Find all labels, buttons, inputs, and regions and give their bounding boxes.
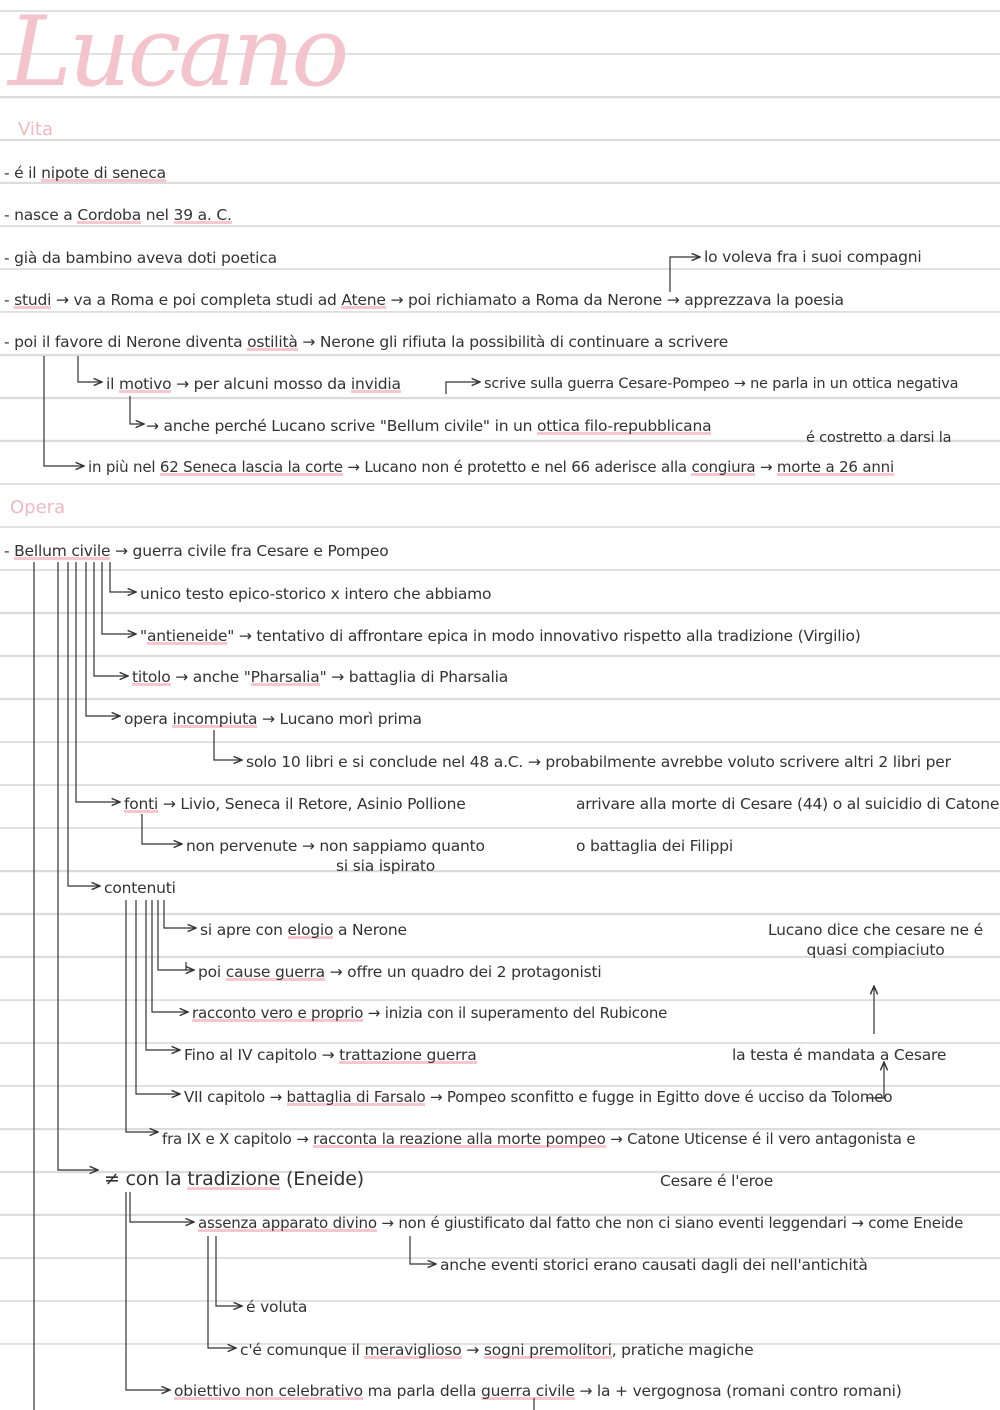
vita-inpiu: in più nel 62 Seneca lascia la corte → Lucano non é protetto e nel 66 aderisce alla congiura → morte a 26 anni — [88, 458, 894, 476]
opera-cesare-eroe: Cesare é l'eroe — [660, 1172, 774, 1190]
vita-nipote: - é il nipote di seneca — [4, 164, 166, 182]
tree-fonti — [76, 562, 120, 802]
opera-racconto: racconto vero e proprio → inizia con il superamento del Rubicone — [192, 1004, 668, 1022]
arrow-tolomeo-testa — [866, 1062, 884, 1098]
tree-incompiuta — [86, 562, 120, 716]
opera-unico: unico testo epico-storico x intero che abbiamo — [140, 585, 492, 603]
opera-vii: VII capitolo → battaglia di Farsalo → Pompeo sconfitto e fugge in Egitto dove é ucciso da Tolomeo — [184, 1088, 893, 1106]
vita-nasce: - nasce a Cordoba nel 39 a. C. — [4, 206, 232, 224]
tree-elogio — [164, 900, 196, 928]
arrow-anche-eventi — [410, 1236, 436, 1264]
opera-contenuti: contenuti — [104, 879, 176, 897]
arrow-solo10 — [214, 730, 242, 760]
section-opera: Opera — [10, 497, 66, 518]
vita-motivo: il motivo → per alcuni mosso da invidia — [106, 375, 401, 393]
tree-antieneide — [102, 562, 136, 634]
tree-voluta — [216, 1236, 242, 1306]
vita-compagni: lo voleva fra i suoi compagni — [704, 248, 922, 266]
tree-titolo — [94, 562, 128, 676]
tree-contenuti — [68, 562, 100, 886]
opera-voluta: é voluta — [246, 1298, 308, 1316]
opera-tradizione: ≠ con la tradizione (Eneide) — [104, 1168, 364, 1190]
opera-incompiuta: opera incompiuta → Lucano morì prima — [124, 710, 422, 728]
opera-testa: la testa é mandata a Cesare — [732, 1046, 947, 1064]
opera-filippi: o battaglia dei Filippi — [576, 837, 733, 855]
vita-bambino: - già da bambino aveva doti poetica — [4, 249, 277, 267]
opera-ix: fra IX e X capitolo → racconta la reazione alla morte pompeo → Catone Uticense é il vero antagonista e — [162, 1130, 916, 1148]
arrow-scrive — [446, 382, 480, 394]
arrow-motivo — [78, 356, 102, 382]
vita-studi: - studi → va a Roma e poi completa studi ad Atene → poi richiamato a Roma da Nerone → apprezzava la poesia — [4, 291, 844, 309]
vita-costretto: é costretto a darsi la — [806, 430, 952, 446]
opera-bellum: - Bellum civile → guerra civile fra Cesare e Pompeo — [4, 542, 389, 560]
opera-solo10: solo 10 libri e si conclude nel 48 a.C. → probabilmente avrebbe voluto scrivere altri 2 libri per — [246, 753, 951, 771]
vita-scrive-guerra: scrive sulla guerra Cesare-Pompeo → ne parla in un ottica negativa — [484, 376, 959, 392]
opera-morte-cesare: arrivare alla morte di Cesare (44) o al suicidio di Catone — [576, 795, 1000, 813]
opera-non-pervenute: non pervenute → non sappiamo quanto — [186, 837, 485, 855]
opera-meraviglioso: c'é comunque il meraviglioso → sogni premolitori, pratiche magiche — [240, 1341, 754, 1359]
arrow-non-pervenute — [142, 814, 182, 844]
vita-favore: - poi il favore di Nerone diventa ostilità → Nerone gli rifiuta la possibilità di continuare a scrivere — [4, 333, 729, 351]
page-title: Lucano — [8, 0, 347, 108]
opera-lucano-dice: Lucano dice che cesare ne é quasi compiaciuto — [768, 921, 983, 959]
opera-cause: poi cause guerra → offre un quadro dei 2 protagonisti — [198, 963, 602, 981]
tree-tradizione — [58, 562, 98, 1170]
tree-meraviglioso — [208, 1236, 236, 1348]
opera-obiettivo: obiettivo non celebrativo ma parla della guerra civile → la + vergognosa (romani contro romani) — [174, 1382, 902, 1400]
tree-unico — [110, 562, 136, 592]
opera-assenza: assenza apparato divino → non é giustificato dal fatto che non ci siano eventi leggendari → come Eneide — [198, 1214, 964, 1232]
tree-ix — [126, 900, 158, 1132]
opera-elogio: si apre con elogio a Nerone — [200, 921, 407, 939]
vita-bellum-ottica: → anche perché Lucano scrive "Bellum civile" in un ottica filo-repubblicana — [146, 417, 712, 435]
arrow-anche-perche — [130, 396, 144, 424]
opera-titolo: titolo → anche "Pharsalia" → battaglia di Pharsalia — [132, 668, 509, 686]
tree-fino — [146, 900, 180, 1050]
opera-fino: Fino al IV capitolo → trattazione guerra — [184, 1046, 477, 1064]
opera-antieneide: "antieneide" → tentativo di affrontare epica in modo innovativo rispetto alla tradizione (Virgilio) — [140, 627, 861, 645]
opera-fonti: fonti → Livio, Seneca il Retore, Asinio Pollione — [124, 795, 466, 813]
opera-anche-eventi: anche eventi storici erano causati dagli dei nell'antichità — [440, 1256, 868, 1274]
arrow-compagni — [670, 257, 700, 292]
section-vita: Vita — [18, 119, 54, 140]
tree-assenza — [130, 1192, 194, 1222]
opera-ispirato: si sia ispirato — [336, 857, 436, 875]
